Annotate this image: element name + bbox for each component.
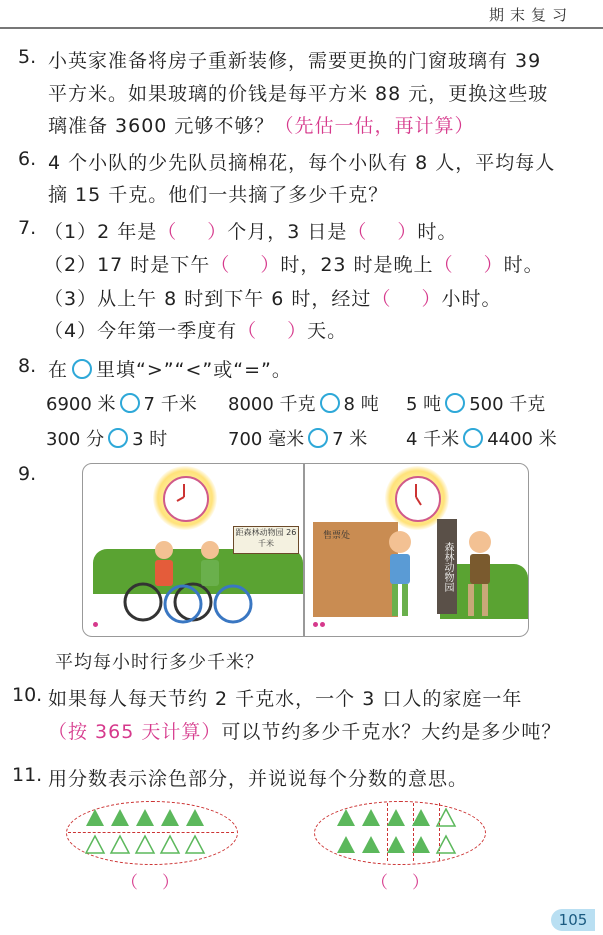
- problem-7-q3: [44, 284, 501, 311]
- triangles-right: [336, 808, 466, 858]
- problem-10-line2-text: 可以节约多少千克水？大约是多少吨？: [221, 721, 562, 743]
- problem-11-number: 11.: [12, 764, 43, 786]
- answer-blank[interactable]: （ ）: [157, 221, 228, 243]
- comparison-item: 700 毫米 7 米: [228, 429, 368, 450]
- problem-6-line1: 4 个小队的少先队员摘棉花，每个小队有 8 人，平均每人: [48, 152, 556, 174]
- q1-text-b: 个月，3 日是: [227, 221, 348, 243]
- q3-text-a: （3）从上午 8 时到下午 6 时，经过: [44, 288, 372, 310]
- triangles-left: [85, 808, 215, 858]
- q4-text-b: 天。: [307, 320, 348, 342]
- problem-7-q1: [44, 217, 457, 244]
- compare-circle[interactable]: [108, 428, 128, 448]
- clock-icon: [163, 476, 209, 522]
- zoo-sign: 森林动物园: [437, 519, 457, 614]
- problem-5-hint: （先估一估，再计算）: [274, 115, 475, 137]
- answer-blank-right[interactable]: （ ）: [371, 873, 429, 893]
- comparison-item: 5 吨 500 千克: [406, 394, 546, 415]
- panel-dot: [93, 622, 98, 627]
- ticket-office-sign: 售票处: [323, 531, 351, 541]
- answer-blank-left[interactable]: （ ）: [121, 873, 179, 893]
- problem-10-line2: [48, 717, 561, 744]
- q2-text-b: 时，23 时是晚上: [280, 254, 434, 276]
- q3-text-b: 小时。: [441, 288, 502, 310]
- problem-6-number: 6.: [18, 148, 37, 170]
- problem-6-line2: 摘 15 千克。他们一共摘了多少千克？: [48, 184, 389, 206]
- cyclists-illustration: [113, 524, 253, 624]
- problem-9-illustration: [82, 463, 529, 637]
- children-illustration: [365, 524, 515, 624]
- comparison-item: 6900 米 7 千米: [46, 394, 197, 415]
- q2-text-c: 时。: [503, 254, 544, 276]
- p8-intro-b: 里填“>”“<”或“=”。: [96, 359, 292, 381]
- problem-9-question: 平均每小时行多少千米？: [55, 652, 264, 673]
- distance-sign: 距森林动物园 26千米: [233, 526, 299, 554]
- problem-7-number: 7.: [18, 217, 37, 239]
- panel-dot: [320, 622, 325, 627]
- clock-icon: [395, 476, 441, 522]
- answer-blank[interactable]: （ ）: [371, 288, 442, 310]
- compare-circle[interactable]: [120, 393, 140, 413]
- compare-circle[interactable]: [463, 428, 483, 448]
- header-divider: [0, 27, 603, 29]
- header-title: 期末复习: [488, 6, 573, 24]
- q4-text-a: （4）今年第一季度有: [44, 320, 238, 342]
- illustration-panel-cycling: [83, 464, 303, 636]
- panel-dot: [313, 622, 318, 627]
- compare-circle[interactable]: [308, 428, 328, 448]
- answer-blank[interactable]: （ ）: [210, 254, 281, 276]
- problem-7-q2: [44, 250, 544, 277]
- problem-10-number: 10.: [12, 684, 43, 706]
- problem-7-q4: [44, 316, 347, 343]
- problem-5-line3: [48, 111, 474, 138]
- q2-text-a: （2）17 时是下午: [44, 254, 211, 276]
- problem-5-line2: 平方米。如果玻璃的价钱是每平方米 88 元，更换这些玻: [48, 83, 549, 105]
- compare-circle[interactable]: [445, 393, 465, 413]
- illustration-panel-zoo: [305, 464, 528, 636]
- problem-11-line1: 用分数表示涂色部分，并说说每个分数的意思。: [48, 768, 469, 790]
- answer-blank[interactable]: （ ）: [237, 320, 308, 342]
- q1-text-c: 时。: [417, 221, 458, 243]
- comparison-item: 300 分 3 时: [46, 429, 168, 450]
- problem-5-line1: 小英家准备将房子重新装修，需要更换的门窗玻璃有 39: [48, 50, 542, 72]
- p8-intro-a: 在: [48, 359, 69, 381]
- problem-5-number: 5.: [18, 46, 37, 68]
- answer-blank[interactable]: （ ）: [347, 221, 418, 243]
- problem-5-line3-text: 璃准备 3600 元够不够？: [48, 115, 275, 137]
- problem-10-hint: （按 365 天计算）: [48, 721, 222, 743]
- q1-text-a: （1）2 年是: [44, 221, 158, 243]
- compare-circle-icon: [72, 359, 92, 379]
- problem-8-intro: [48, 355, 292, 382]
- problem-8-number: 8.: [18, 355, 37, 377]
- comparison-item: 4 千米 4400 米: [406, 429, 557, 450]
- comparison-item: 8000 千克 8 吨: [228, 394, 379, 415]
- answer-blank[interactable]: （ ）: [433, 254, 504, 276]
- page-header: [0, 0, 603, 28]
- problem-10-line1: 如果每人每天节约 2 千克水，一个 3 口人的家庭一年: [48, 688, 523, 710]
- compare-circle[interactable]: [320, 393, 340, 413]
- page-number: 105: [551, 909, 595, 931]
- problem-9-number: 9.: [18, 463, 37, 485]
